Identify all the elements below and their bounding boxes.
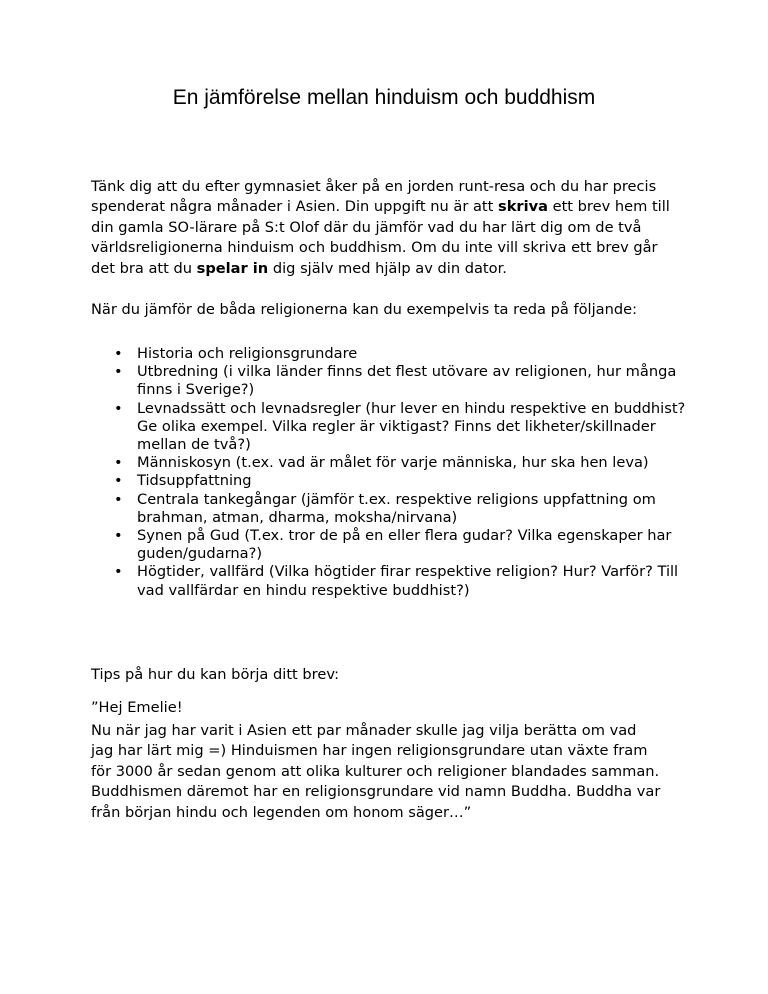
topic-item [91,345,691,363]
bullet-icon: • [114,490,123,508]
topic-item [91,454,691,472]
intro-text-part-2: ett brev hem till din gamla SO-lärare på S:t Olof där du jämför vad du har lärt dig om de två världsreligionerna hinduism och buddhism. Om du inte vill skriva ett brev går det bra att du [91,198,670,277]
bullet-icon: • [114,363,123,381]
bullet-icon: • [114,399,123,417]
letter-greeting: ”Hej Emelie! [91,699,183,716]
topic-text: Tidsuppfattning [137,472,252,490]
bullet-icon: • [114,563,123,581]
compare-intro: När du jämför de båda religionerna kan du exempelvis ta reda på följande: [91,301,638,318]
topic-item [91,472,691,490]
intro-text-part-1: Tänk dig att du efter gymnasiet åker på en jorden runt-resa och du har precis spenderat några månader i Asien. Din uppgift nu är att [91,178,657,216]
topic-list [91,345,691,600]
intro-paragraph [91,177,676,279]
intro-bold-write: skriva [498,198,548,216]
bullet-icon: • [114,454,123,472]
topic-text: Synen på Gud (T.ex. tror de på en eller flera gudar? Vilka egenskaper har guden/gudarna?) [137,527,672,563]
topic-text: Centrala tankegångar (jämför t.ex. respektive religions uppfattning om brahman, atman, dharma, moksha/nirvana) [137,490,656,526]
tips-heading: Tips på hur du kan börja ditt brev: [91,666,340,683]
topic-text: Högtider, vallfärd (Vilka högtider firar respektive religion? Hur? Varför? Till vad vallfärdar en hindu respektive buddhist?) [137,563,679,599]
topic-item [91,563,691,599]
intro-text-part-3: dig själv med hjälp av din dator. [268,259,507,277]
intro-bold-record: spelar in [196,259,269,277]
topic-item [91,363,691,399]
topic-item [91,527,691,563]
topic-item [91,400,691,455]
document-title: En jämförelse mellan hinduism och buddhism [172,86,596,109]
topic-text: Utbredning (i vilka länder finns det flest utövare av religionen, hur många finns i Sverige?) [137,363,677,399]
topic-text: Historia och religionsgrundare [137,345,358,362]
letter-body: Nu när jag har varit i Asien ett par månader skulle jag vilja berätta om vad jag har lärt mig =) Hinduismen har ingen religionsgrundare utan växte fram för 3000 år sedan genom att olika kulturer och religioner blandades samman. Buddhismen däremot har en religionsgrundare vid namn Buddha. Buddha var från början hindu och legenden om honom säger…” [91,722,661,821]
bullet-icon: • [114,527,123,545]
bullet-icon: • [114,345,123,362]
topic-item [91,491,691,527]
bullet-icon: • [114,472,123,490]
topic-text: Människosyn (t.ex. vad är målet för varje människa, hur ska hen leva) [137,454,649,472]
topic-text: Levnadssätt och levnadsregler (hur lever en hindu respektive en buddhist? Ge olika exempel. Vilka regler är viktigast? Finns det likheter/skillnader mellan de två?) [137,399,686,454]
